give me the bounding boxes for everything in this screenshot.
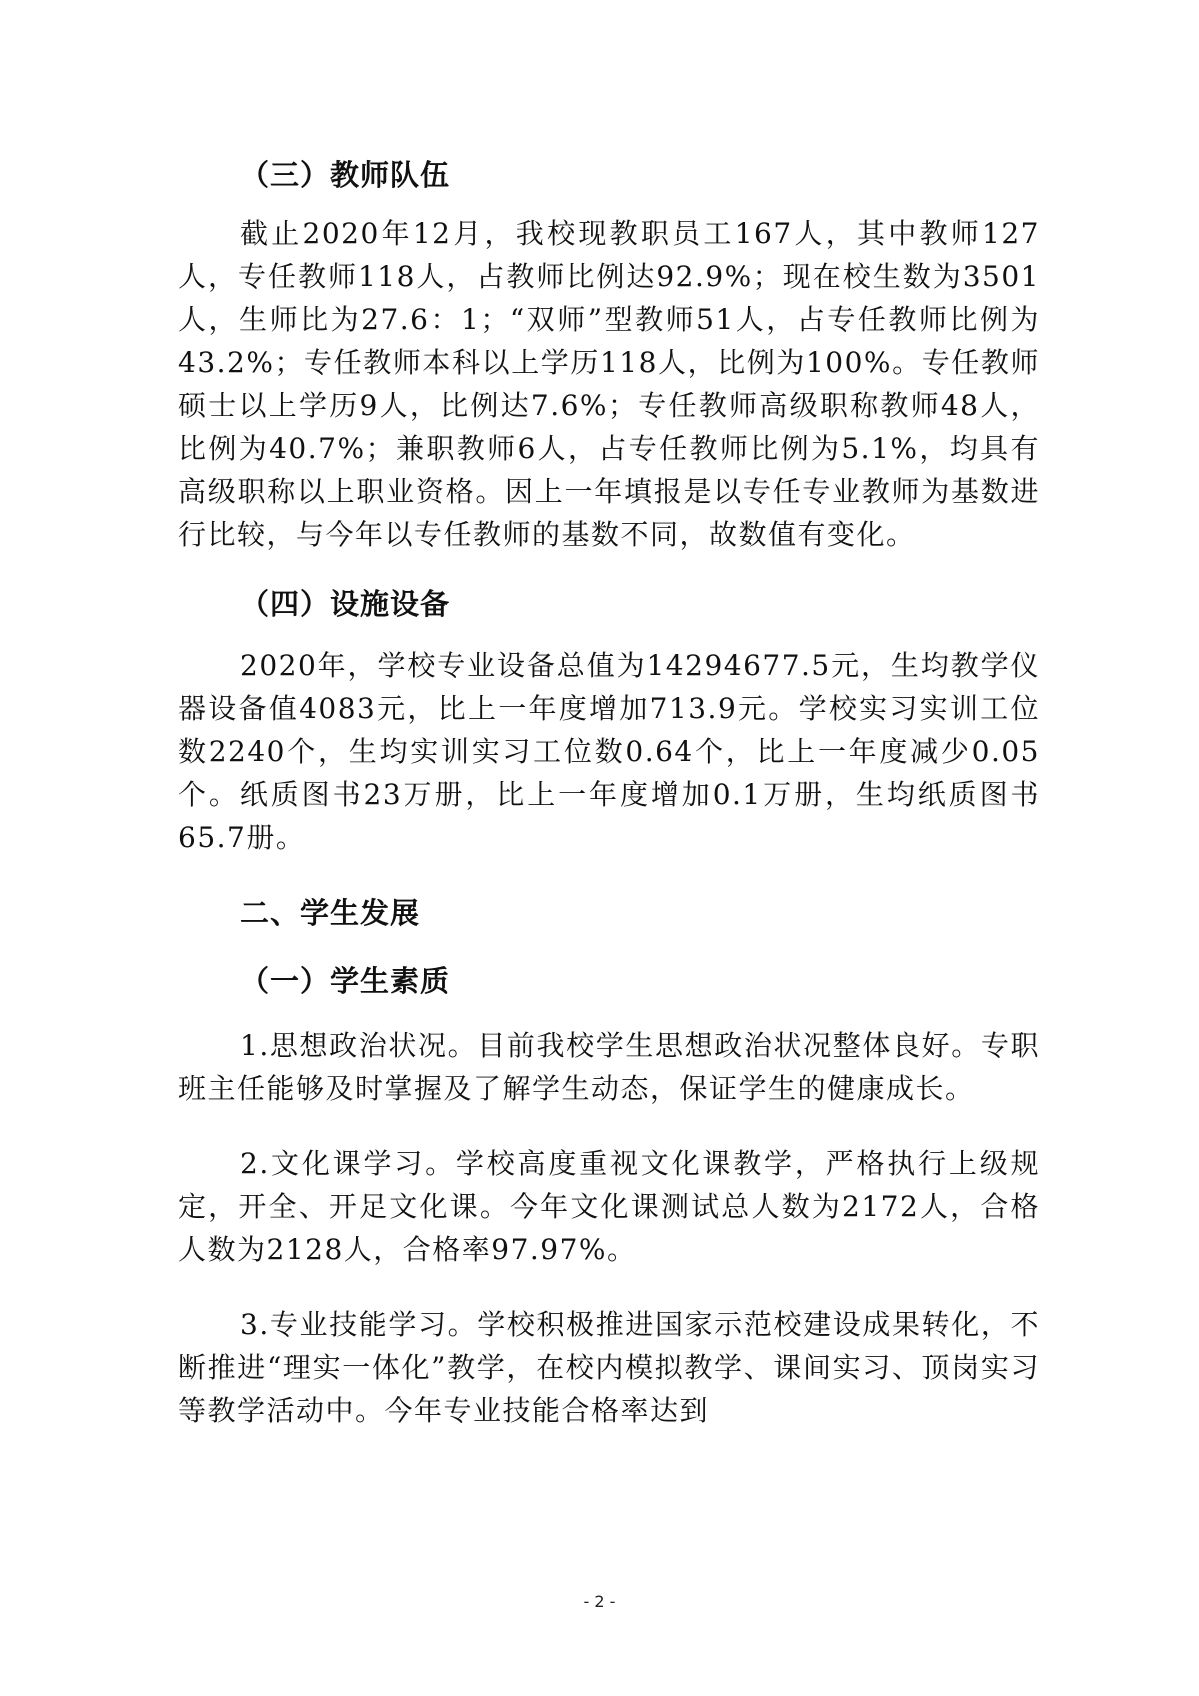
page-number: - 2 - xyxy=(583,1592,616,1611)
section-heading-facilities: （四）设施设备 xyxy=(240,587,451,621)
paragraph-cultural-courses: 2.文化课学习。学校高度重视文化课教学，严格执行上级规定，开全、开足文化课。今年文化课测试总人数为2172人，合格人数为2128人，合格率97.97%。 xyxy=(178,1147,1040,1266)
section-heading-teachers: （三）教师队伍 xyxy=(240,158,451,192)
paragraph-teachers: 截止2020年12月，我校现教职员工167人，其中教师127人，专任教师118人，占教师比例达92.9%；现在校生数为3501人，生师比为27.6：1；“双师”型教师51人，占专任教师比例为43.2%；专任教师本科以上学历118人，比例为100%。专任教师硕士以上学历9人，比例达7.6%；专任教师高级职称教师48人，比例为40.7%；兼职教师6人，占专任教师比例为5.1%，均具有高级职称以上职业资格。因上一年填报是以专任专业教师为基数进行比较，与今年以专任教师的基数不同，故数值有变化。 xyxy=(178,217,1040,551)
paragraph-facilities: 2020年，学校专业设备总值为14294677.5元，生均教学仪器设备值4083元，比上一年度增加713.9元。学校实习实训工位数2240个，生均实训实习工位数0.64个，比上一年度减少0.05个。纸质图书23万册，比上一年度增加0.1万册，生均纸质图书65.7册。 xyxy=(178,649,1040,854)
section-heading-student-quality: （一）学生素质 xyxy=(240,964,451,998)
document-body xyxy=(178,157,1040,1432)
chapter-heading-student-development: 二、学生发展 xyxy=(240,896,421,930)
paragraph-ideological-politics: 1.思想政治状况。目前我校学生思想政治状况整体良好。专职班主任能够及时掌握及了解学生动态，保证学生的健康成长。 xyxy=(178,1029,1040,1105)
paragraph-professional-skills: 3.专业技能学习。学校积极推进国家示范校建设成果转化，不断推进“理实一体化”教学，在校内模拟教学、课间实习、顶岗实习等教学活动中。今年专业技能合格率达到 xyxy=(178,1308,1040,1427)
